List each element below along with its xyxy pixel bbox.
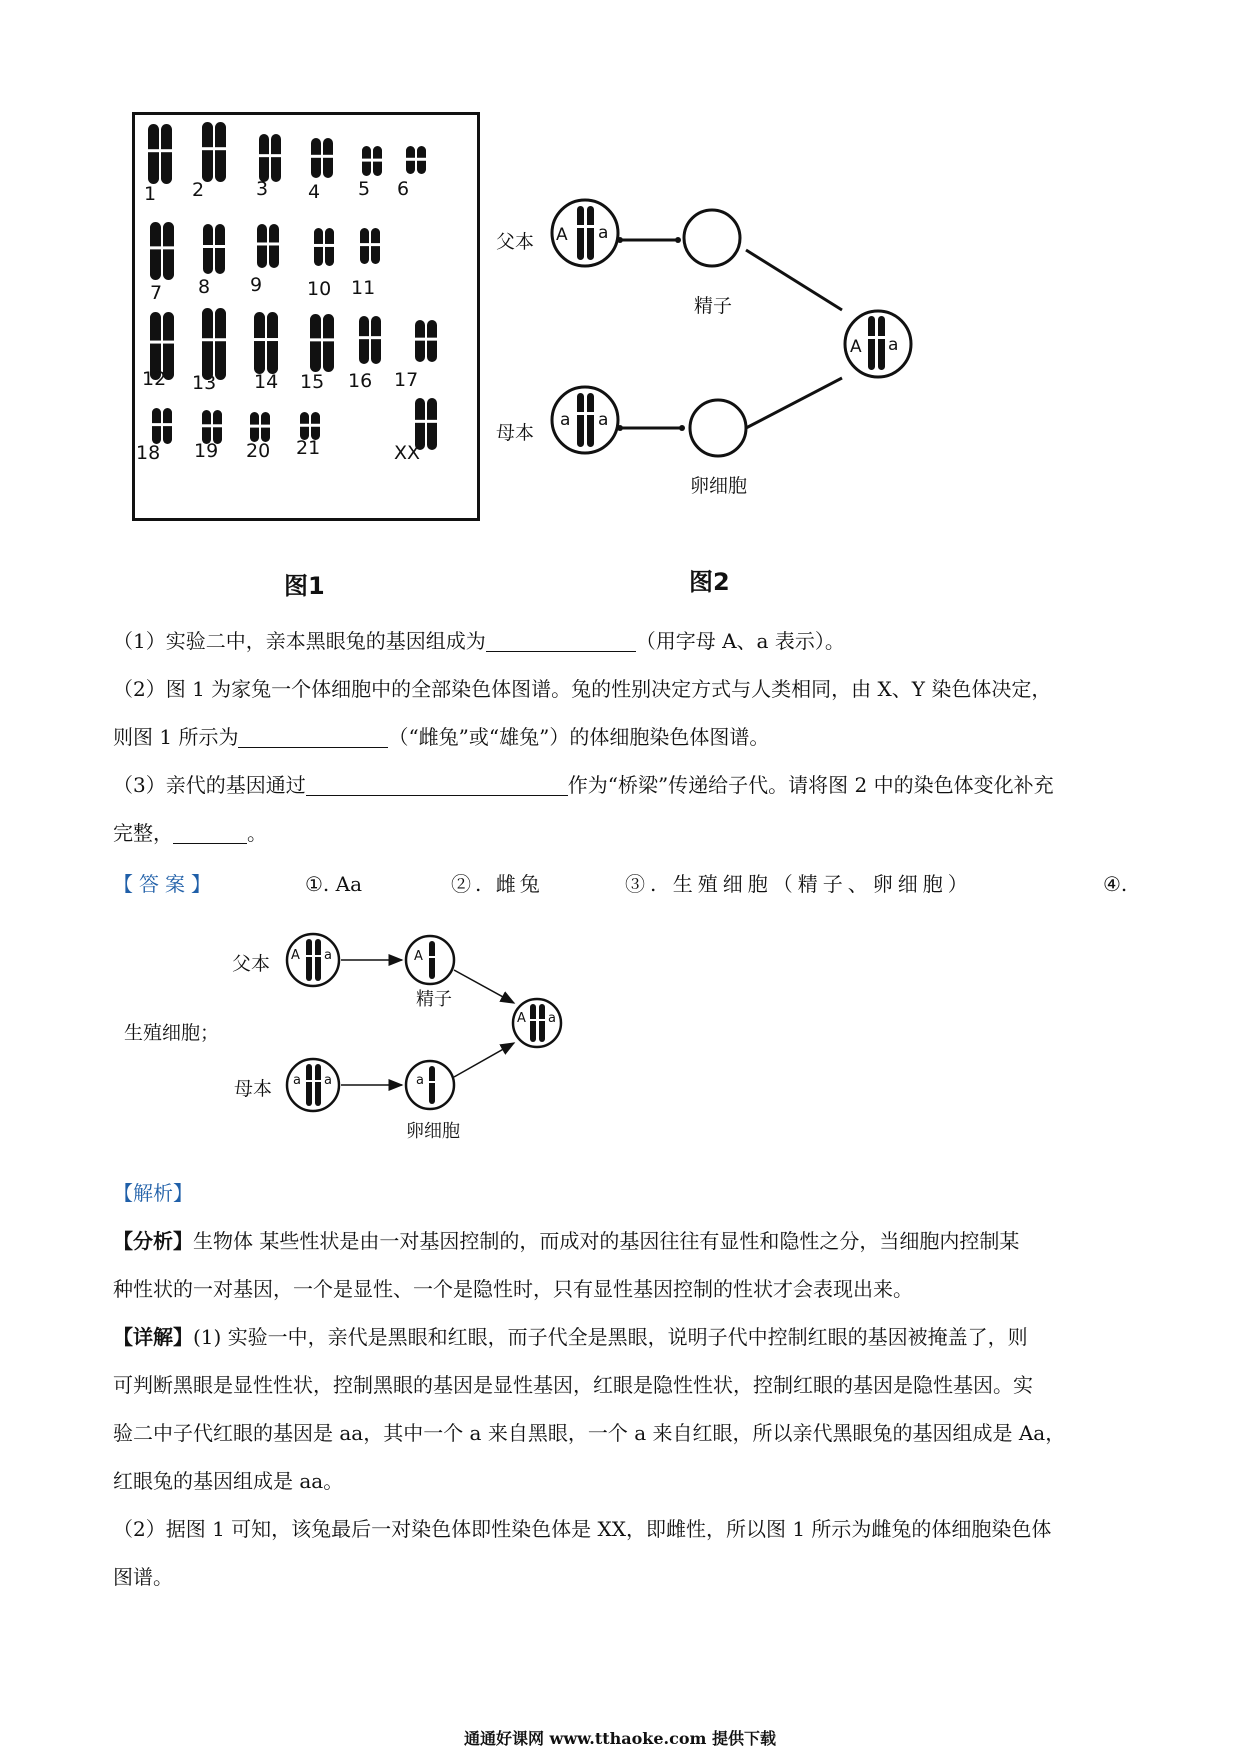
pair-label-2: 2	[192, 179, 205, 201]
figure-2-diagram	[490, 180, 940, 520]
centromere-3	[271, 154, 281, 157]
centromere-10	[314, 244, 323, 247]
centromere-12	[163, 341, 174, 344]
ans-label-sperm: 精子	[416, 989, 452, 1010]
question-2-line-1: （2）图 1 为家兔一个体细胞中的全部染色体图谱。兔的性别决定方式与人类相同，由 X、Y 染色体决定，	[113, 677, 1052, 701]
centromere-12	[150, 341, 161, 344]
ans-zygote-cell	[513, 999, 561, 1047]
answer-3: ③. 生殖细胞（精子、卵细胞）	[625, 872, 973, 896]
centromere-14	[267, 338, 278, 341]
pair-label-19: 19	[194, 440, 219, 462]
chromosome-17	[427, 320, 437, 362]
centromere-8	[215, 245, 225, 248]
pair-label-13: 13	[192, 372, 217, 394]
chromosome-3	[271, 134, 281, 182]
chromosome-10	[325, 228, 334, 266]
centromere-22	[427, 420, 437, 423]
ans-sperm-cell	[406, 936, 454, 984]
line-egg-zygote	[746, 378, 842, 428]
centromere-18	[163, 423, 172, 426]
chromosome-13	[215, 308, 226, 380]
chromosome-13	[202, 308, 213, 380]
centromere-6	[417, 158, 426, 161]
mother-cell	[552, 387, 618, 453]
figure-2-caption: 图2	[689, 568, 730, 596]
centromere-20	[261, 425, 270, 428]
pair-label-18: 18	[136, 442, 161, 464]
xiangjie-line-5: （2）据图 1 可知，该兔最后一对染色体即性染色体是 XX，即雌性，所以图 1 所示为雌兔的体细胞染色体	[113, 1517, 1052, 1541]
centromere-16	[359, 336, 369, 339]
chromosome-17	[415, 320, 425, 362]
svg-text:a: a	[324, 1073, 332, 1088]
centromere-5	[362, 159, 371, 162]
page-footer: 通通好课网 www.tthaoke.com 提供下载	[463, 1729, 777, 1748]
ans-egg-cell	[406, 1061, 454, 1109]
centromere-9	[269, 242, 279, 245]
chromosome-1	[148, 124, 159, 184]
centromere-3	[259, 154, 269, 157]
chromosome-8	[203, 224, 213, 274]
fenxi-line-1	[113, 1228, 1133, 1254]
centromere-7	[150, 246, 161, 249]
centromere-1	[161, 149, 172, 152]
chromosome-3	[259, 134, 269, 182]
centromere-13	[215, 338, 226, 341]
chromosome-10	[314, 228, 323, 266]
pair-label-4: 4	[308, 181, 321, 203]
centromere-15	[310, 338, 321, 341]
centromere-11	[371, 243, 380, 246]
chromosome-2	[202, 122, 213, 182]
pair-label-12: 12	[142, 368, 167, 390]
centromere-16	[371, 336, 381, 339]
chromosome-16	[371, 316, 381, 364]
centromere-22	[415, 420, 425, 423]
answer-row	[113, 871, 1133, 899]
pair-label-7: 7	[150, 282, 163, 304]
pair-label-10: 10	[307, 278, 332, 300]
pair-label-21: 21	[296, 437, 321, 459]
chromosome-4	[311, 138, 321, 178]
centromere-2	[215, 147, 226, 150]
svg-text:a: a	[324, 948, 332, 963]
chromosome-2	[215, 122, 226, 182]
sperm-cell	[684, 210, 740, 266]
chromosome-14	[267, 312, 278, 374]
q3-line2-pre: 完整，	[113, 821, 173, 845]
father-cell	[552, 200, 618, 266]
xiangjie-tag: 【详解】	[113, 1325, 193, 1349]
question-3-line-2	[113, 820, 1133, 846]
xiangjie-line-4: 红眼兔的基因组成是 aa。	[113, 1469, 344, 1493]
centromere-2	[202, 147, 213, 150]
centromere-4	[323, 155, 333, 158]
chromosome-1	[161, 124, 172, 184]
mother-gene-a-right: a	[598, 410, 609, 430]
centromere-19	[213, 424, 222, 427]
pair-label-9: 9	[250, 274, 263, 296]
xiangjie-line-3: 验二中子代红眼的基因是 aa，其中一个 a 来自黑眼，一个 a 来自红眼，所以亲代黑眼兔的基因组成是 Aa，	[113, 1421, 1066, 1445]
pair-label-14: 14	[254, 371, 279, 393]
chromosome-14	[254, 312, 265, 374]
chromosome-9	[269, 224, 279, 268]
q3-text-post: 作为“桥梁”传递给子代。请将图 2 中的染色体变化补充	[567, 773, 1054, 797]
xiangjie-text-1: (1) 实验一中，亲代是黑眼和红眼，而子代全是黑眼，说明子代中控制红眼的基因被掩盖了，则	[193, 1325, 1028, 1349]
q2-answer-blank	[238, 727, 388, 748]
pair-label-17: 17	[394, 369, 419, 391]
centromere-15	[323, 338, 334, 341]
answer-4: ④.	[1103, 872, 1128, 896]
chromosome-9	[257, 224, 267, 268]
svg-text:A: A	[291, 948, 300, 963]
ans-label-mother: 母本	[234, 1078, 273, 1100]
centromere-20	[250, 425, 259, 428]
svg-text:a: a	[293, 1073, 301, 1088]
pair-label-5: 5	[358, 178, 371, 200]
question-2-line-2	[113, 724, 1133, 750]
line-sperm-zygote	[746, 250, 842, 310]
figure-1-karyotype	[132, 112, 482, 524]
chromosome-15	[310, 314, 321, 372]
label-egg: 卵细胞	[690, 475, 748, 497]
label-sperm: 精子	[694, 295, 733, 317]
analysis-tag: 【解析】	[113, 1181, 193, 1205]
centromere-6	[406, 158, 415, 161]
centromere-19	[202, 424, 211, 427]
svg-text:a: a	[548, 1011, 556, 1026]
chromosome-4	[323, 138, 333, 178]
centromere-5	[373, 159, 382, 162]
centromere-13	[202, 338, 213, 341]
question-1	[113, 628, 1133, 654]
pair-label-20: 20	[246, 440, 271, 462]
centromere-14	[254, 338, 265, 341]
answer-diagram	[120, 925, 640, 1155]
q2-text-pre: 则图 1 所示为	[113, 725, 239, 749]
pair-label-16: 16	[348, 370, 373, 392]
father-gene-A: A	[556, 225, 568, 245]
pair-label-8: 8	[198, 276, 211, 298]
q1-text-pre: （1）实验二中，亲本黑眼兔的基因组成为	[113, 629, 486, 653]
centromere-17	[415, 338, 425, 341]
chromosome-15	[323, 314, 334, 372]
xiangjie-line-6: 图谱。	[113, 1565, 173, 1589]
xiangjie-line-2: 可判断黑眼是显性性状，控制黑眼的基因是显性基因，红眼是隐性性状，控制红眼的基因是隐性基因。实	[113, 1373, 1033, 1397]
q3-line2-post: 。	[247, 821, 267, 845]
chromosome-8	[215, 224, 225, 274]
svg-text:A: A	[517, 1011, 526, 1026]
pair-label-3: 3	[256, 178, 269, 200]
q1-answer-blank	[486, 631, 636, 652]
q2-text-post: （“雌兔”或“雄兔”）的体细胞染色体图谱。	[388, 725, 770, 749]
pair-label-15: 15	[300, 371, 325, 393]
father-gene-a: a	[598, 223, 609, 243]
centromere-18	[152, 423, 161, 426]
q3-text-pre: （3）亲代的基因通过	[113, 773, 306, 797]
q1-text-post: （用字母 A、a 表示）。	[635, 629, 845, 653]
fenxi-tag: 【分析】	[113, 1229, 193, 1253]
centromere-1	[148, 149, 159, 152]
centromere-4	[311, 155, 321, 158]
centromere-17	[427, 338, 437, 341]
chromosome-22	[427, 398, 437, 450]
zygote-gene-a: a	[888, 335, 899, 355]
ans-father-cell	[287, 934, 339, 986]
centromere-8	[203, 245, 213, 248]
ans-label-father: 父本	[232, 953, 271, 975]
centromere-9	[257, 242, 267, 245]
q3-answer-blank	[306, 775, 568, 796]
answer-1: ①. Aa	[305, 872, 363, 896]
centromere-21	[311, 424, 320, 427]
answer-2: ②. 雌兔	[451, 872, 544, 896]
label-father: 父本	[496, 231, 535, 253]
xiangjie-line-1	[113, 1324, 1133, 1350]
ans-label-egg: 卵细胞	[406, 1121, 460, 1142]
q4-answer-blank	[173, 823, 247, 844]
svg-text:A: A	[414, 949, 423, 964]
centromere-7	[163, 246, 174, 249]
label-mother: 母本	[496, 422, 535, 444]
centromere-11	[360, 243, 369, 246]
pair-label-11: 11	[351, 277, 376, 299]
zygote-gene-A: A	[850, 337, 862, 357]
fenxi-text-1: 生物体 某些性状是由一对基因控制的，而成对的基因往往有显性和隐性之分，当细胞内控制某	[193, 1229, 1020, 1253]
egg-cell	[690, 400, 746, 456]
figure-1-caption: 图1	[284, 572, 325, 600]
ans-label-side: 生殖细胞；	[124, 1022, 220, 1044]
question-3-line-1	[113, 772, 1133, 798]
svg-text:a: a	[416, 1073, 424, 1088]
chromosome-7	[163, 222, 174, 280]
zygote-cell	[845, 311, 911, 377]
chromosome-16	[359, 316, 369, 364]
mother-gene-a-left: a	[560, 410, 571, 430]
answer-tag: 【答案】	[113, 872, 217, 896]
pair-label-6: 6	[397, 178, 410, 200]
centromere-10	[325, 244, 334, 247]
pair-label-1: 1	[144, 183, 157, 205]
chromosome-7	[150, 222, 161, 280]
centromere-21	[300, 424, 309, 427]
pair-label-22: XX	[394, 442, 421, 464]
ans-mother-cell	[287, 1059, 339, 1111]
fenxi-line-2: 种性状的一对基因，一个是显性、一个是隐性时，只有显性基因控制的性状才会表现出来。	[113, 1277, 913, 1301]
